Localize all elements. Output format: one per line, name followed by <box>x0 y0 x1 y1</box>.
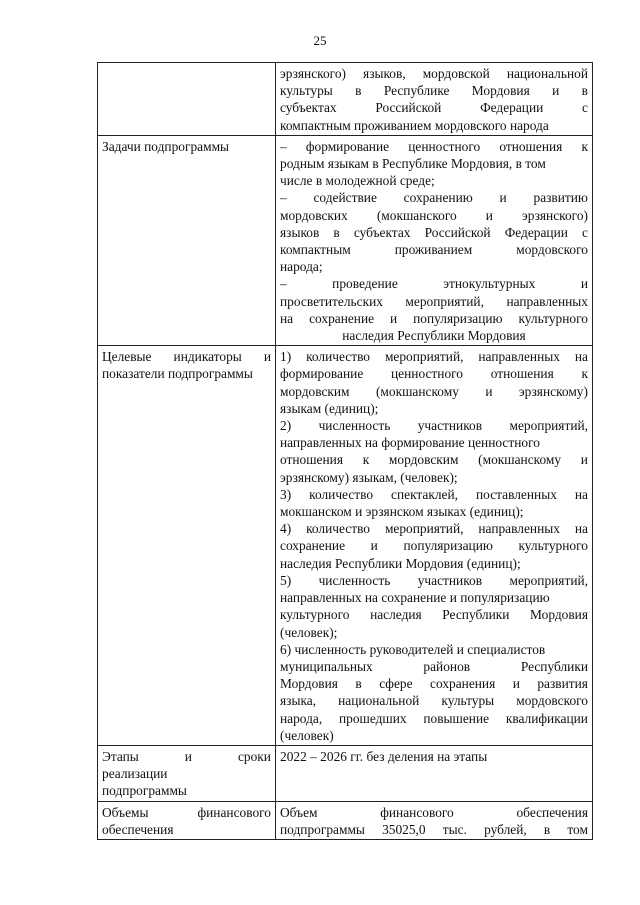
row-label-cell <box>98 346 276 746</box>
word: мордовских <box>280 207 348 223</box>
word: с <box>582 224 588 240</box>
word: на <box>574 486 588 502</box>
row-content-cell <box>276 801 593 839</box>
word: мероприятий, <box>384 521 464 537</box>
word: Целевые <box>102 349 152 365</box>
word: направленных <box>478 521 560 537</box>
row-label-cell <box>98 801 276 839</box>
word: и <box>580 452 588 468</box>
word: Российской <box>375 100 442 116</box>
word: ценностного <box>408 138 481 154</box>
word: мордовского <box>516 242 588 258</box>
word: и <box>390 310 398 326</box>
word: на <box>280 310 294 326</box>
word: субъектах <box>280 100 337 116</box>
word: и <box>552 83 560 99</box>
label-line <box>102 804 271 821</box>
word: направленных <box>478 349 560 365</box>
table-row <box>98 745 593 801</box>
content-line <box>280 692 588 709</box>
word: этнокультурных <box>443 276 536 292</box>
word: мероприятий, <box>509 418 588 434</box>
word: 3) <box>280 486 292 502</box>
word: мероприятий, <box>405 293 484 309</box>
word: количество <box>306 349 371 365</box>
word: – <box>280 138 287 154</box>
word: муниципальных <box>280 658 373 674</box>
word: сохранению <box>403 190 473 206</box>
word: индикаторы <box>173 349 242 365</box>
content-line <box>280 82 588 99</box>
content-line: 2022 – 2026 гг. без деления на этапы <box>280 748 488 764</box>
word: численность <box>318 572 391 588</box>
word: отношения <box>499 138 563 154</box>
content-line <box>280 606 588 623</box>
word: и <box>580 276 588 292</box>
content-line: наследия Республики Мордовия <box>342 328 526 344</box>
word: 2) <box>280 418 292 434</box>
word: национальной <box>506 66 588 81</box>
word: количество <box>306 521 371 537</box>
row-label-cell <box>98 745 276 801</box>
word: эрзянскому) <box>518 383 588 399</box>
word: Объем <box>280 804 318 820</box>
word: культурного <box>518 310 588 326</box>
word: и <box>485 383 493 399</box>
word: Республики <box>520 658 588 674</box>
word: Российской <box>424 224 491 240</box>
word: обеспечения <box>516 804 588 820</box>
row-label-cell <box>98 135 276 345</box>
subprogram-passport-table <box>97 62 593 840</box>
word: мордовского <box>516 693 588 709</box>
word: мероприятий, <box>509 572 588 588</box>
table-row <box>98 801 593 839</box>
word: национальной <box>338 693 420 709</box>
word: 1) <box>280 349 292 365</box>
word: сохранения <box>430 676 496 692</box>
word: эрзянского) <box>522 207 588 223</box>
label-line: показатели подпрограммы <box>102 366 253 382</box>
word: к <box>581 366 588 382</box>
word: (мокшанского <box>376 207 457 223</box>
content-line: направленных на формирование ценностного <box>280 435 540 451</box>
content-line <box>280 348 588 365</box>
word: к <box>581 138 588 154</box>
word: народа, <box>280 710 323 726</box>
word: прошедших <box>338 710 407 726</box>
word: Федерации <box>504 224 568 240</box>
label-line <box>102 348 271 365</box>
word: спектаклей, <box>391 486 459 502</box>
word: языка, <box>280 693 317 709</box>
content-line: родным языкам в Республике Мордовия, в том <box>280 156 546 172</box>
word: подпрограммы <box>280 821 365 837</box>
label-line <box>102 748 271 765</box>
content-line: народа; <box>280 259 323 275</box>
content-line <box>280 241 588 258</box>
row-content-cell <box>276 135 593 345</box>
word: на <box>574 521 588 537</box>
word: в <box>333 224 340 240</box>
word: развития <box>537 676 588 692</box>
word: отношения <box>490 366 554 382</box>
word: эрзянского) <box>280 66 346 81</box>
content-line <box>280 675 588 692</box>
word: том <box>567 821 588 837</box>
row-label-cell <box>98 63 276 136</box>
word: к <box>362 452 370 468</box>
word: формирование <box>305 138 390 154</box>
content-line <box>280 821 588 838</box>
word: сроки <box>237 748 271 764</box>
word: повышение <box>423 710 490 726</box>
word: наследия <box>370 607 422 623</box>
word: рублей, <box>484 821 527 837</box>
word: проведение <box>332 276 398 292</box>
word: количество <box>309 486 374 502</box>
content-line <box>280 417 588 434</box>
label-line: реализации <box>102 766 168 782</box>
word: сфере <box>379 676 413 692</box>
word: Республике <box>383 83 450 99</box>
content-line: компактным проживанием мордовского народа <box>280 117 549 133</box>
word: и <box>499 190 507 206</box>
content-line <box>280 138 588 155</box>
word: Объемы <box>102 804 149 820</box>
word: финансового <box>380 804 454 820</box>
word: Республики <box>442 607 510 623</box>
content-line <box>280 310 588 327</box>
content-line <box>280 537 588 554</box>
word: мероприятий, <box>384 349 464 365</box>
content-line <box>280 451 588 468</box>
content-line <box>280 207 588 224</box>
word: субъектах <box>353 224 411 240</box>
word: 4) <box>280 521 292 537</box>
word: сохранение <box>309 310 375 326</box>
content-line: числе в молодежной среде; <box>280 173 435 189</box>
word: популяризацию <box>403 538 493 554</box>
content-line: эрзянскому) языкам, (человек); <box>280 469 458 485</box>
word: с <box>582 100 588 116</box>
word: квалификации <box>505 710 588 726</box>
content-line <box>280 365 588 382</box>
content-line: 6) численность руководителей и специалистов <box>280 641 546 657</box>
word: развитию <box>533 190 588 206</box>
page-number: 25 <box>313 33 327 48</box>
word: мордовской <box>422 66 490 81</box>
word: культурного <box>280 607 350 623</box>
table-body <box>98 63 593 840</box>
content-line <box>280 383 588 400</box>
label-line: подпрограммы <box>102 783 187 799</box>
word: популяризацию <box>413 310 503 326</box>
word: отношения <box>280 452 343 468</box>
word: Мордовия <box>530 607 588 623</box>
word: языков, <box>363 66 406 81</box>
content-line: наследия Республики Мордовия (единиц); <box>280 555 521 571</box>
content-line <box>280 520 588 537</box>
word: численность <box>318 418 391 434</box>
row-content-cell <box>276 346 593 746</box>
word: – <box>280 190 287 206</box>
word: культуры <box>280 83 333 99</box>
content-line <box>280 224 588 241</box>
word: поставленных <box>476 486 557 502</box>
content-line <box>280 65 588 82</box>
word: участников <box>417 572 483 588</box>
content-line <box>280 572 588 589</box>
word: направленных <box>506 293 588 309</box>
word: участников <box>417 418 483 434</box>
word: мордовским <box>388 452 459 468</box>
word: в <box>581 83 588 99</box>
content-line: (человек); <box>280 624 338 640</box>
content-line: мокшанском и эрзянском языках (единиц); <box>280 504 524 520</box>
word: проживанием <box>394 242 473 258</box>
content-line <box>280 99 588 116</box>
word: и <box>263 349 271 365</box>
content-line: направленных на сохранение и популяризацию <box>280 590 550 606</box>
word: на <box>574 349 588 365</box>
word: компактным <box>280 242 351 258</box>
word: содействие <box>313 190 377 206</box>
word: (мокшанскому <box>478 452 562 468</box>
word: и <box>512 676 520 692</box>
word: районов <box>423 658 471 674</box>
content-line <box>280 710 588 727</box>
word: сохранение <box>280 538 346 554</box>
table-row <box>98 63 593 136</box>
word: 5) <box>280 572 292 588</box>
word: формирование <box>280 366 364 382</box>
content-line <box>280 275 588 292</box>
word: Мордовия <box>280 676 338 692</box>
word: 35025,0 <box>382 821 426 837</box>
word: Мордовия <box>471 83 530 99</box>
word: и <box>370 538 378 554</box>
word: Этапы <box>102 748 139 764</box>
content-line <box>280 804 588 821</box>
word: культурного <box>518 538 588 554</box>
word: Федерации <box>480 100 544 116</box>
word: в <box>355 676 362 692</box>
content-line <box>280 658 588 675</box>
row-content-cell <box>276 745 593 801</box>
content-line: (человек) <box>280 727 334 743</box>
table-row <box>98 135 593 345</box>
label-line: обеспечения <box>102 821 174 837</box>
word: ценностного <box>391 366 463 382</box>
word: просветительских <box>280 293 383 309</box>
label-line: Задачи подпрограммы <box>102 138 230 154</box>
word: языков <box>280 224 320 240</box>
word: и <box>184 748 192 764</box>
word: и <box>485 207 493 223</box>
word: – <box>280 276 287 292</box>
word: мордовским <box>280 383 350 399</box>
table-row <box>98 346 593 746</box>
word: (мокшанскому <box>375 383 459 399</box>
word: в <box>355 83 362 99</box>
word: финансового <box>197 804 271 820</box>
word: в <box>543 821 551 837</box>
word: культуры <box>441 693 495 709</box>
content-line <box>280 486 588 503</box>
content-line: языкам (единиц); <box>280 400 379 416</box>
content-line <box>280 293 588 310</box>
row-content-cell <box>276 63 593 136</box>
word: тыс. <box>442 821 467 837</box>
content-line <box>280 189 588 206</box>
